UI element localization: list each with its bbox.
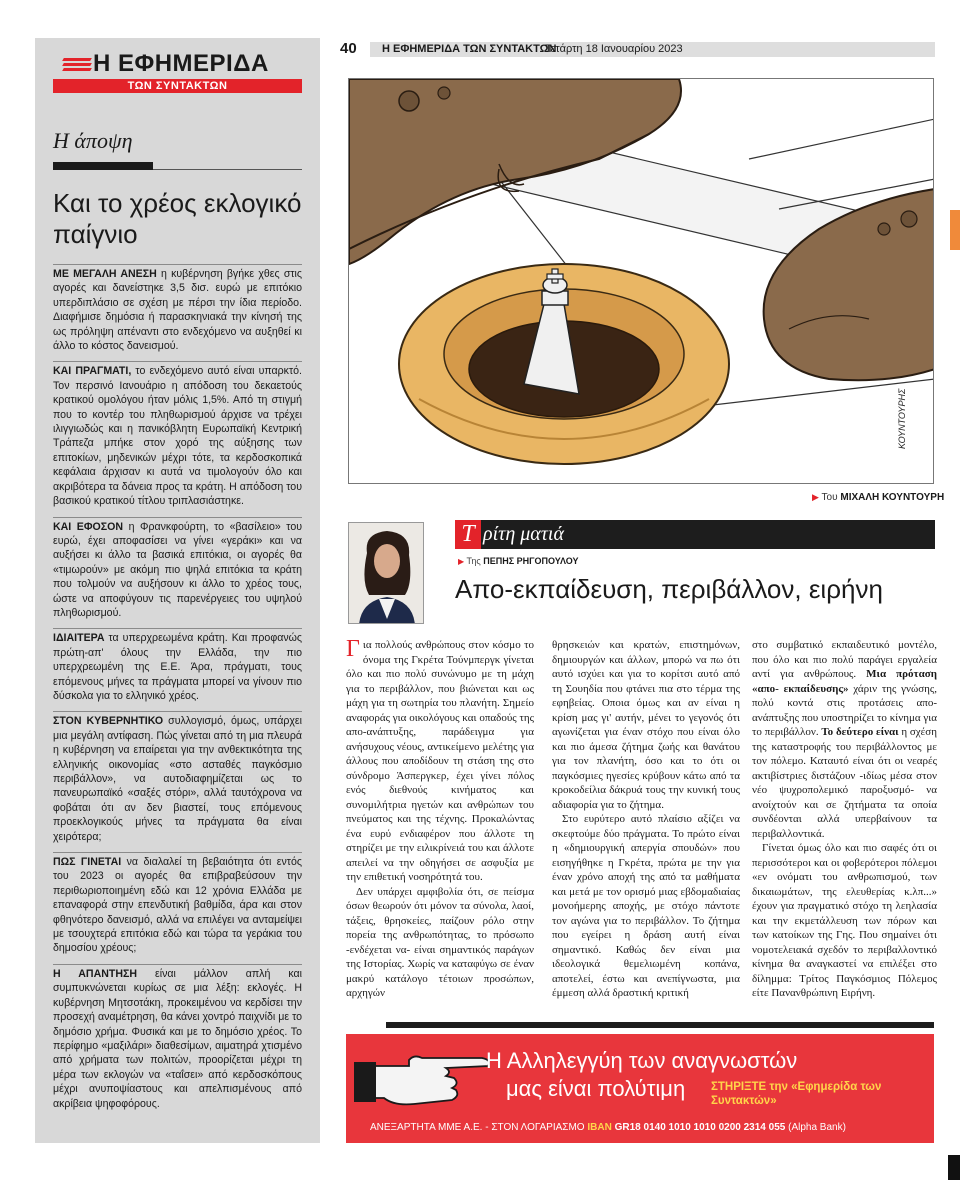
- article-title: Απο-εκπαίδευση, περιβάλλον, ειρήνη: [455, 574, 883, 604]
- promo-title-line-2: μας είναι πολύτιμη: [506, 1076, 686, 1101]
- article-paragraph: [752, 638, 937, 841]
- paragraph-text: το ενδεχόμενο αυτό είναι υπαρκτό. Τον περσινό Ιανουάριο η απόδοση του δεκαετούς κρατικού ομολόγου ήταν μόλις 1,5%. Από τη στιγμή που το κοντέρ του πληθωρισμού άρχισε να τρέχει ιλιγγιωδώς και η πανικόβλητη Ευρωπαϊκή Κεντρική Τράπεζα μπήκε στον χορό της αύξησης των επιτοκίων, μηδενικών μέχρι τότε, τα κερδοσκοπικά κεφάλαια άρχισαν κι αυτά να τιμολογούν όλο και ακριβότερα τα δάνεια προς τα κράτη. Η απόδοση του βασικού κρατικού τίτλου τριπλασιάστηκε.: [53, 365, 303, 508]
- header-date: Τετάρτη 18 Ιανουαρίου 2023: [545, 43, 683, 55]
- paragraph-text: χάριν της γνώσης, πολύ κοντά στις προτάσεις απο-ανάπτυξης που υποστηρίζει το κίνημα για το περιβάλλον.: [752, 682, 938, 738]
- page-header: [340, 40, 935, 58]
- editorial-body: [53, 264, 302, 1111]
- paragraph-text: τα υπερχρεωμένα κράτη. Και προφανώς πρώτη-απ' όλους την Ελλάδα, την πιο υπερχρεωμένη της Ε.Ε. Άρα, πράγματι, τους επόμενους μήνες τα πράγματα μπορεί να γίνουν πιο δύσκολα για το ελληνικό χρέος.: [53, 632, 302, 702]
- section-label: Η άποψη: [53, 128, 133, 153]
- column-banner-name: ρίτη ματιά: [483, 523, 564, 545]
- paragraph-lead: ΜΕ ΜΕΓΑΛΗ ΑΝΕΣΗ: [53, 268, 157, 280]
- paragraph-lead: ΠΩΣ ΓΙΝΕΤΑΙ: [53, 856, 122, 869]
- credit-name: ΜΙΧΑΛΗ ΚΟΥΝΤΟΥΡΗ: [840, 492, 945, 503]
- iban-number: GR18 0140 1010 1010 0200 2314 055: [614, 1122, 786, 1133]
- section-divider: [53, 162, 302, 170]
- promo-divider: [386, 1022, 934, 1028]
- paragraph-lead: ΚΑΙ ΕΦΟΣΟΝ: [53, 520, 124, 533]
- column-banner: [455, 520, 935, 549]
- drop-cap: Γ: [346, 636, 360, 662]
- article-paragraph: Δεν υπάρχει αμφιβολία ότι, σε πείσμα όσων θεωρούν ότι μόνον τα σύνολα, λαοί, τάξεις, θρησκείες, παίζουν ρόλο στην πορεία της ανθρωπότητας, το πρόσωπο -ενδέχεται να- είναι σημαντικός παράγων της Ιστορίας. Χωρίς να καταφύγω σε έναν μακρύ κατάλογο τέτοιων προσώπων, αρχηγών: [346, 885, 534, 999]
- page-number: 40: [340, 40, 357, 57]
- author-portrait-icon: [349, 523, 424, 624]
- masthead-subtitle: ΤΩΝ ΣΥΝΤΑΚΤΩΝ: [53, 79, 302, 93]
- article-column-3: [752, 638, 937, 1001]
- paragraph-text: να διαλαλεί τη βεβαιότητα ότι εντός του 2023 οι αγορές θα επιβραβεύσουν την περιθωριοποιημένη εδώ και 12 χρόνια Ελλάδα με επαναφορά στην επενδυτική βαθμίδα, άρα και στον φθηνότερο δανεισμό, αλλά να επιλέγει να ανταμείψει με τσουχτερά επιτόκια εδώ και τώρα τα γεράκια του δημοσίου χρέους;: [53, 856, 302, 955]
- article-byline: [458, 556, 578, 566]
- promo-call-to-action[interactable]: ΣΤΗΡΙΞΤΕ την «Εφημερίδα των Συντακτών»: [711, 1081, 882, 1107]
- column-banner-initial: Τ: [455, 520, 481, 549]
- cartoon-illustration: [348, 78, 934, 484]
- article-paragraph: θρησκειών και κρατών, επιστημόνων, δημιουργών και άλλων, μπορώ να πω ότι αυτό ισχύει και για το κορίτσι αυτό από τη Σουηδία που φτάνει πια στο τέρμα της εφηβείας. Οποια όμως και αν είναι η κρίση μας γι' αυτήν, μένει το γεγονός ότι αγωνίζεται για έναν στόχο που είναι όλο και πιο άμεσα ζήτημα ζωής και θανάτου για τον πλανήτη, όσο και το ότι οι παγκόσμιες ηγεσίες κρύβουν κάτω από τα κροκοδείλια δάκρυά τους την κυνική τους αδιαφορία για το ζήτημα.: [552, 639, 740, 811]
- paragraph-text: στο συμβατικό εκπαιδευτικό μοντέλο, που όλο και πιο πολύ παράγει εργαλεία αντί για ανθρώπους.: [752, 639, 937, 680]
- editorial-column: [35, 38, 320, 1143]
- header-paper-name: Η ΕΦΗΜΕΡΙΔΑ ΤΩΝ ΣΥΝΤΑΚΤΩΝ: [382, 43, 557, 55]
- page-edge-tab: [950, 210, 960, 250]
- promo-title-line-1: Η Αλληλεγγύη των αναγνωστών: [486, 1048, 798, 1073]
- solidarity-promo[interactable]: [346, 1034, 934, 1143]
- paragraph-lead: ΣΤΟΝ ΚΥΒΕΡΝΗΤΙΚΟ: [53, 715, 164, 728]
- bank-name: (Alpha Bank): [788, 1122, 846, 1133]
- editorial-paragraph: [53, 264, 302, 353]
- byline-prefix: Της: [466, 556, 481, 566]
- paragraph-lead: Η ΑΠΑΝΤΗΣΗ: [53, 967, 137, 980]
- masthead-logo[interactable]: [53, 48, 302, 100]
- paragraph-bold: Το δεύτερο είναι: [821, 726, 899, 738]
- author-photo: [348, 522, 424, 624]
- editorial-title: Και το χρέος εκλογικό παίγνιο: [53, 188, 302, 249]
- article-paragraph: Γίνεται όμως όλο και πιο σαφές ότι οι περισσότεροι και οι φοβερότεροι πόλεμοι «εν ονόματι του ανθρωπισμού, των δικαιωμάτων, της ελευθερίας κ.λπ...» έχουν για πραγματικό στόχο τη λεηλασία και την εκμετάλλευση των πόρων και των κατοίκων της Γης. Που σημαίνει ότι νομοτελειακά σχεδόν το περιβαλλοντικό κίνημα θα αναγκαστεί να επιλέξει στο δίλημμα: Τρίτος Παγκόσμιος Πόλεμος είτε Πανανθρώπινη Ειρήνη.: [752, 842, 937, 999]
- editorial-paragraph: [53, 964, 302, 1111]
- masthead-title: Η ΕΦΗΜΕΡΙΔΑ: [93, 50, 269, 77]
- editorial-paragraph: [53, 852, 302, 956]
- page-edge-block: [948, 1155, 960, 1180]
- iban-label: IBAN: [587, 1122, 612, 1133]
- paragraph-text: η Φρανκφούρτη, το «βασίλειο» του ευρώ, έχει αποφασίσει να γίνει «γεράκι» και να αυξήσει κι άλλο τα βασικά επιτόκια, οι αγορές θα «τιμωρούν» με ακόμη πιο ψηλά επιτόκια τα κράτη που τολμούν να αυξήσουν κι άλλο το χρέος τους, ώστε να αποφύγουν τις παρενέργειες του υψηλού πληθωρισμού.: [53, 520, 302, 619]
- cartoon-credit: [812, 492, 944, 503]
- logo-stripes-icon: [63, 58, 91, 72]
- cartoonist-signature: ΚΟΥΝΤΟΥΡΗΣ: [897, 388, 907, 449]
- paragraph-text: ια πολλούς ανθρώπους στον κόσμο το όνομα της Γκρέτα Τούνμπεργκ γίνεται όλο και πιο πολύ συνώνυμο με τη μάχη για το περιβάλλον, που βιώνεται και ως μάχη για τη σωτηρία του πλανήτη. Σημείο αναφοράς για οικολόγους και οπαδούς της απο-ανάπτυξης, παράδειγμα για ανήσυχους νέους, αντικείμενο μελέτης για άλλους που αποδίδουν τη στάση της στο σύνδρομο Άσπεργκερ, έχει γίνει πόλος ενός διεθνούς κινήματος και συνομιλήτρια ηγετών και ανθρώπων του πνεύματος και της τέχνης. Προκαλώντας ένα ευρύ ενδιαφέρον που άλλοτε τη στηρίζει με την ειλικρίνειά του και άλλοτε απειλεί να την οδηγήσει σε ασφυξία με την επιθετική νοσηρότητά του.: [346, 639, 534, 883]
- promo-bank-details: [370, 1122, 846, 1133]
- editorial-paragraph: [53, 361, 302, 508]
- paragraph-text: η σχέση της καταστροφής του περιβάλλοντος με τον πόλεμο. Καταυτό είναι ότι οι νεαρές ακτιβίστριες διστάζουν -ιδίως μέσα στον νέο ψυχροπολεμικό παροξυσμό- να ανοίχτούν και σε ζητήματα τα οποία συνδέονται αλλά υπερβαίνουν τα περιβαλλοντικά.: [752, 726, 937, 840]
- bank-prefix: ΑΝΕΞΑΡΤΗΤΑ ΜΜΕ Α.Ε. - ΣΤΟΝ ΛΟΓΑΡΙΑΣΜΟ: [370, 1122, 585, 1133]
- credit-arrow-icon: ▶: [812, 492, 819, 502]
- editorial-paragraph: [53, 517, 302, 621]
- article-column-2: [552, 638, 740, 1001]
- paragraph-lead: ΙΔΙΑΙΤΕΡΑ: [53, 632, 105, 645]
- paragraph-text: συλλογισμό, όμως, υπάρχει μια μεγάλη αντίφαση. Πώς γίνεται από τη μια πλευρά η κυβέρνηση να επαίρεται για την ανθεκτικότητα της ελληνικής οικονομίας «στο ασταθές παγκόσμιο περιβάλλον», να αυτοδιαφημίζεται ως το πανευρωπαϊκό «σαξές στόρι», αλλά ταυτόχρονα να φοβάται ότι αν δεν βιαστεί, τους επόμενους προεκλογικούς μήνες τα πράγματα θα είναι χειρότερα;: [53, 715, 303, 843]
- paragraph-bold: Μια πρόταση «απο- εκπαίδευσης»: [752, 668, 937, 695]
- paragraph-text: είναι μάλλον απλή και συμπυκνώνεται κυρίως σε μια λέξη: εκλογές. Η κυβέρνηση Μητσοτάκη, προκειμένου να κερδίσει την προσεχή αναμέτρηση, θα κάνει χοντρό παιχνίδι με το δημόσιο χρήμα. Φυσικά και με το δημόσιο χρέος. Το περίφημο «μαξιλάρι» διαθεσίμων, αιματηρά χτισμένο από χρήματα των πολιτών, προορίζεται μέχρι τη μέρα των εκλογών να «ταΐσει» από κερδοσκόπους μέχρι ανυποψίαστους και απελπισμένους από ακρίβεια ψηφοφόρους.: [53, 967, 302, 1110]
- cartoon-drawing: [349, 79, 934, 484]
- article-paragraph: [346, 638, 534, 885]
- credit-prefix: Του: [821, 492, 838, 503]
- editorial-paragraph: [53, 711, 302, 844]
- paragraph-lead: ΚΑΙ ΠΡΑΓΜΑΤΙ,: [53, 365, 132, 378]
- article-column-1: [346, 638, 534, 1001]
- byline-arrow-icon: ▶: [458, 557, 465, 566]
- paragraph-text: η κυβέρνηση βγήκε χθες στις αγορές και δανείστηκε 3,5 δισ. ευρώ με επιτόκιο υπερδιπλάσιο σε σχέση με πέρσι την ίδια περίοδο. Διαφήμισε δημόσια ή παρασκηνιακά την κίνησή της ως πρόληψη απέναντι στο ενδεχόμενο να αυξηθεί κι άλλο το κόστος δανεισμού.: [53, 268, 302, 353]
- editorial-paragraph: [53, 628, 302, 703]
- byline-name: ΠΕΠΗΣ ΡΗΓΟΠΟΥΛΟΥ: [483, 556, 579, 566]
- article-paragraph: Στο ευρύτερο αυτό πλαίσιο αξίζει να σκεφτούμε δύο πράγματα. Το πρώτο είναι η «δημιουργική απεργία σπουδών» που εισηγήθηκε η Γκρέτα, πρώτα με την για έναν χρόνο αποχή της από τα μαθήματα και μετά με τον ορισμό μιας εβδομαδιαίας μονοήμερης αποχής, με στόχο πάντοτε τον αγώνα για το περιβάλλον. Το ζήτημα που εγείρει η δράση αυτή είναι σημαντικό. Καθώς δεν είναι μια ιδεολογικά θεμελιωμένη κοπάνα, αποτελεί, έστω και ανεπίγνωστα, μια έμμεση αλλά δραστική κριτική: [552, 813, 740, 999]
